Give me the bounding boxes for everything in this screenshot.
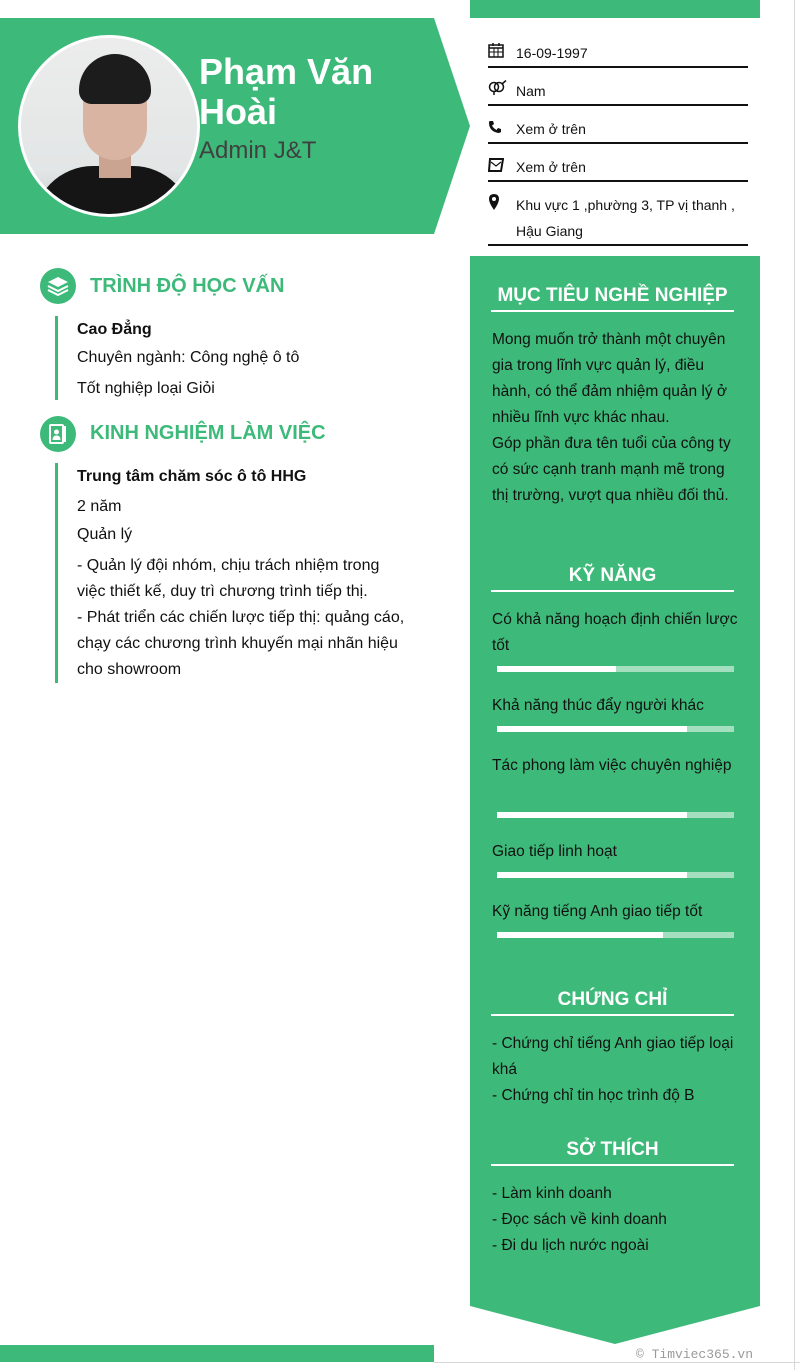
gender-value: Nam (516, 83, 546, 99)
skill-label: Kỹ năng tiếng Anh giao tiếp tốt (492, 903, 703, 920)
education-grade: Tốt nghiệp loại Giỏi (77, 380, 215, 397)
skill-label: Khả năng thúc đẩy người khác (492, 697, 704, 714)
experience-description-2: - Phát triển các chiến lược tiếp thị: quảng cáo, chạy các chương trình khuyến mại nhãn hiệu cho showroom (77, 609, 405, 678)
skill-bar (497, 666, 734, 672)
education-title: TRÌNH ĐỘ HỌC VẤN (90, 275, 285, 297)
email-value: Xem ở trên (516, 159, 586, 175)
skill-bar (497, 872, 734, 878)
birthdate-value: 16-09-1997 (516, 45, 588, 61)
bottom-accent-strip (0, 1345, 434, 1362)
objective-title: MỤC TIÊU NGHỀ NGHIỆP (491, 282, 734, 312)
skill-bar-fill (497, 726, 687, 732)
objective-text-2: Góp phần đưa tên tuổi của công ty có sức cạnh tranh mạnh mẽ trong thị trường, vượt qua nhiều đối thủ. (492, 435, 731, 504)
skill-label: Giao tiếp linh hoạt (492, 843, 617, 860)
objective-text-1: Mong muốn trở thành một chuyên gia trong lĩnh vực quản lý, điều hành, có thể đảm nhiệm quản lý ở nhiều lĩnh vực khác nhau. (492, 331, 728, 426)
education-timeline-line (55, 316, 58, 400)
skill-bar-fill (497, 872, 687, 878)
experience-position: Quản lý (77, 526, 133, 543)
contact-gender (488, 78, 748, 106)
experience-title: KINH NGHIỆM LÀM VIỆC (90, 422, 326, 444)
experience-duration: 2 năm (77, 498, 122, 515)
education-level: Cao Đẳng (77, 321, 152, 338)
email-icon (488, 154, 516, 180)
skill-bar (497, 812, 734, 818)
skill-label: Có khả năng hoạch định chiến lược tốt (492, 611, 738, 654)
hobby-item: - Đọc sách về kinh doanh (492, 1211, 667, 1228)
skill-bar-fill (497, 932, 663, 938)
top-accent-strip (470, 0, 760, 18)
certificate-item: - Chứng chỉ tiếng Anh giao tiếp loại khá (492, 1035, 734, 1078)
skill-bar-fill (497, 666, 616, 672)
contact-card-icon (40, 416, 76, 452)
phone-value: Xem ở trên (516, 121, 586, 137)
experience-company: Trung tâm chăm sóc ô tô HHG (77, 468, 307, 485)
contact-email (488, 154, 748, 182)
map-marker-icon (488, 192, 516, 244)
page-border-right (794, 0, 795, 1370)
skills-title: KỸ NĂNG (491, 562, 734, 592)
skill-bar (497, 726, 734, 732)
contact-birthdate (488, 40, 748, 68)
address-value: Khu vực 1 ,phường 3, TP vị thanh , Hậu Giang (516, 197, 735, 239)
certificate-item: - Chứng chỉ tin học trình độ B (492, 1087, 695, 1104)
layers-icon (40, 268, 76, 304)
phone-icon (488, 116, 516, 142)
skill-label: Tác phong làm việc chuyên nghiệp (492, 757, 732, 774)
candidate-name: Phạm Văn Hoài (199, 51, 374, 132)
experience-description-1: - Quản lý đội nhóm, chịu trách nhiệm trong việc thiết kế, duy trì chương trình tiếp thị. (77, 557, 380, 600)
certificates-title: CHỨNG CHỈ (491, 986, 734, 1016)
hobby-item: - Làm kinh doanh (492, 1185, 612, 1202)
page-border-bottom (434, 1362, 800, 1363)
skill-bar-fill (497, 812, 687, 818)
contact-phone (488, 116, 748, 144)
hobby-item: - Đi du lịch nước ngoài (492, 1237, 649, 1254)
avatar (18, 35, 200, 217)
hobbies-title: SỞ THÍCH (491, 1136, 734, 1166)
calendar-icon (488, 40, 516, 66)
contact-address (488, 192, 748, 246)
job-title: Admin J&T (199, 137, 317, 164)
education-major: Chuyên ngành: Công nghệ ô tô (77, 349, 300, 366)
gender-icon (488, 78, 516, 104)
watermark: © Timviec365.vn (636, 1347, 754, 1362)
experience-timeline-line (55, 463, 58, 683)
skill-bar (497, 932, 734, 938)
